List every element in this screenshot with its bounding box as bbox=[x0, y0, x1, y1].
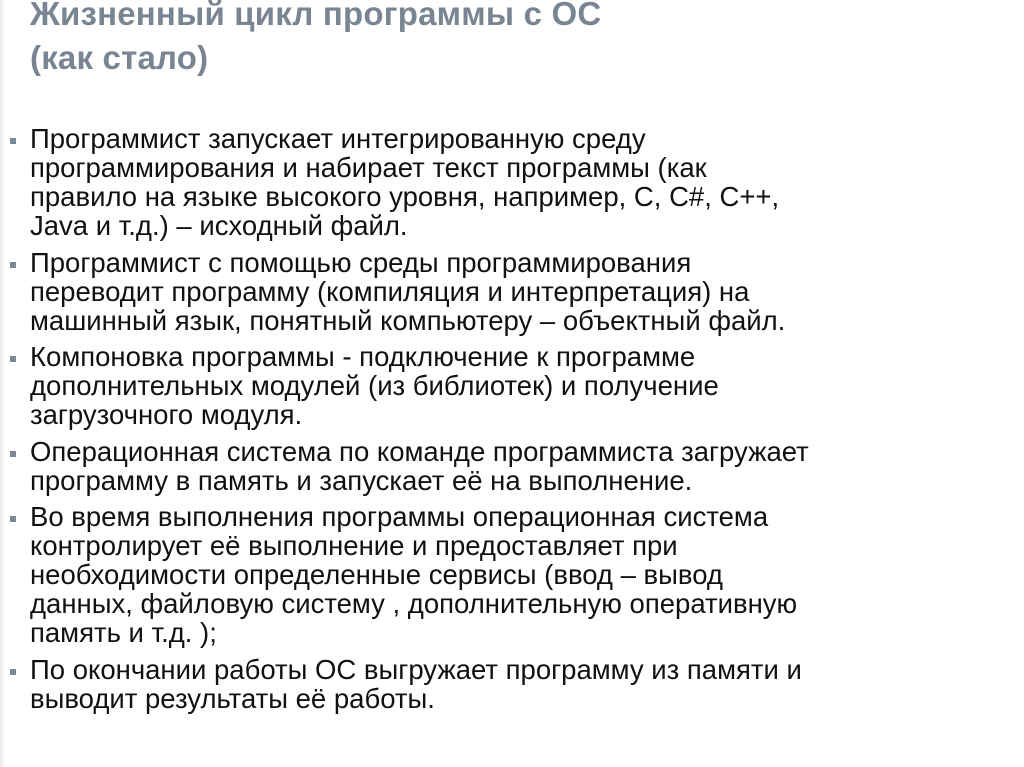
slide-title-line-1: Жизненный цикл программы с ОС bbox=[30, 0, 602, 32]
slide-title bbox=[30, 0, 930, 80]
slide-title-line-2: (как стало) bbox=[30, 39, 209, 76]
bullet-line: Во время выполнения программы операционная система bbox=[30, 501, 769, 532]
bullet-line: Java и т.д.) – исходный файл. bbox=[30, 210, 408, 241]
bullet-line: загрузочного модуля. bbox=[30, 399, 303, 430]
square-bullet-icon bbox=[10, 516, 16, 522]
bullet-line: программирования и набирает текст программы (как bbox=[30, 152, 707, 183]
bullet-item bbox=[8, 342, 1008, 429]
square-bullet-icon bbox=[10, 138, 16, 144]
square-bullet-icon bbox=[10, 262, 16, 268]
bullet-line: данных, файловую систему , дополнительную оперативную bbox=[30, 588, 798, 619]
square-bullet-icon bbox=[10, 451, 16, 457]
bullet-line: Программист запускает интегрированную среду bbox=[30, 123, 646, 154]
bullet-line: Компоновка программы - подключение к программе bbox=[30, 341, 696, 372]
bullet-item bbox=[8, 124, 1008, 240]
bullet-line: необходимости определенные сервисы (ввод – вывод bbox=[30, 559, 723, 590]
bullet-item bbox=[8, 248, 1008, 335]
bullet-line: память и т.д. ); bbox=[30, 617, 217, 648]
bullet-list bbox=[8, 124, 1008, 720]
bullet-line: контролирует её выполнение и предоставляет при bbox=[30, 530, 678, 561]
bullet-line: правило на языке высокого уровня, например, C, C#, C++, bbox=[30, 181, 780, 212]
bullet-line: переводит программу (компиляция и интерпретация) на bbox=[30, 275, 750, 307]
bullet-line: По окончании работы ОС выгружает программу из памяти и bbox=[30, 653, 802, 685]
bullet-item bbox=[8, 437, 1008, 495]
bullet-item bbox=[8, 502, 1008, 647]
bullet-line: Программист с помощью среды программирования bbox=[30, 246, 692, 278]
bullet-line: выводит результаты её работы. bbox=[30, 682, 435, 714]
bullet-line: Операционная система по команде программиста загружает bbox=[30, 435, 809, 467]
left-accent-strip bbox=[0, 0, 6, 767]
bullet-line: программу в память и запускает её на выполнение. bbox=[30, 464, 693, 496]
square-bullet-icon bbox=[10, 356, 16, 362]
square-bullet-icon bbox=[10, 669, 16, 675]
bullet-line: дополнительных модулей (из библиотек) и получение bbox=[30, 370, 719, 401]
bullet-item bbox=[8, 655, 1008, 713]
bullet-line: машинный язык, понятный компьютеру – объектный файл. bbox=[30, 304, 786, 336]
